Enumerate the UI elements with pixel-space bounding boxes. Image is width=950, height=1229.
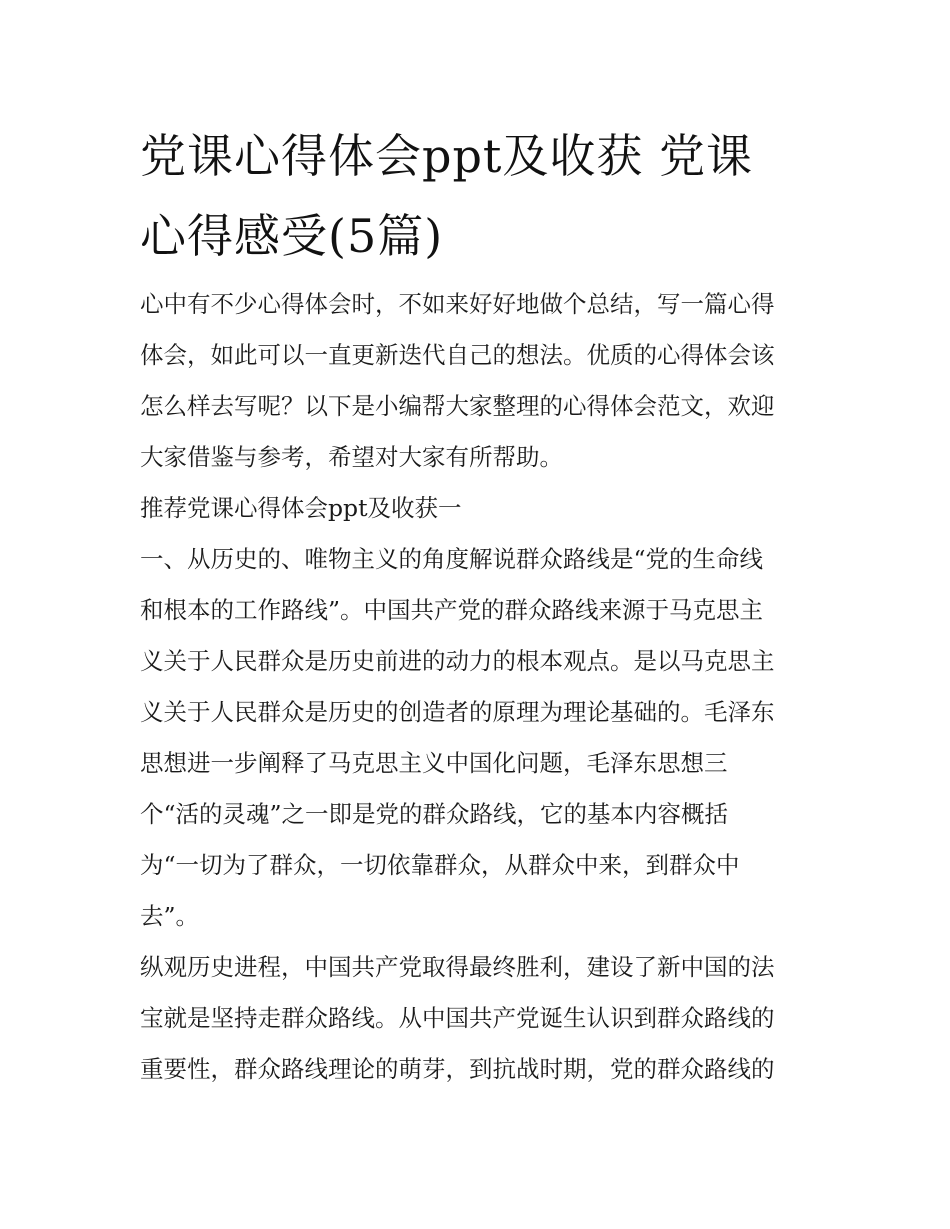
body-line: 大家借鉴与参考，希望对大家有所帮助。 xyxy=(140,443,563,471)
title-line: 党课心得体会ppt及收获 党课 xyxy=(140,129,753,183)
body-line: 和根本的工作路线”。中国共产党的群众路线来源于马克思主 xyxy=(140,596,764,624)
body-line: 思想进一步阐释了马克思主义中国化问题，毛泽东思想三 xyxy=(140,749,728,777)
body-line: 宝就是坚持走群众路线。从中国共产党诞生认识到群众路线的 xyxy=(140,1004,775,1032)
body-line: 怎么样去写呢？以下是小编帮大家整理的心得体会范文，欢迎 xyxy=(140,392,775,420)
body-line: 一、从历史的、唯物主义的角度解说群众路线是“党的生命线 xyxy=(140,545,764,573)
body-line: 去”。 xyxy=(140,902,200,930)
document-body xyxy=(140,279,820,1095)
body-line: 重要性，群众路线理论的萌芽，到抗战时期，党的群众路线的 xyxy=(140,1055,775,1083)
body-line: 为“一切为了群众，一切依靠群众，从群众中来，到群众中 xyxy=(140,851,740,879)
body-line: 体会，如此可以一直更新迭代自己的想法。优质的心得体会该 xyxy=(140,341,775,369)
body-line: 个“活的灵魂”之一即是党的群众路线，它的基本内容概括 xyxy=(140,800,729,828)
section-heading: 推荐党课心得体会ppt及收获一 xyxy=(140,494,462,522)
document-title xyxy=(140,116,820,276)
body-line: 心中有不少心得体会时，不如来好好地做个总结，写一篇心得 xyxy=(140,290,775,318)
body-line: 义关于人民群众是历史前进的动力的根本观点。是以马克思主 xyxy=(140,647,775,675)
body-line: 义关于人民群众是历史的创造者的原理为理论基础的。毛泽东 xyxy=(140,698,775,726)
body-line: 纵观历史进程，中国共产党取得最终胜利，建设了新中国的法 xyxy=(140,953,775,981)
title-line: 心得感受(5篇) xyxy=(140,209,444,263)
